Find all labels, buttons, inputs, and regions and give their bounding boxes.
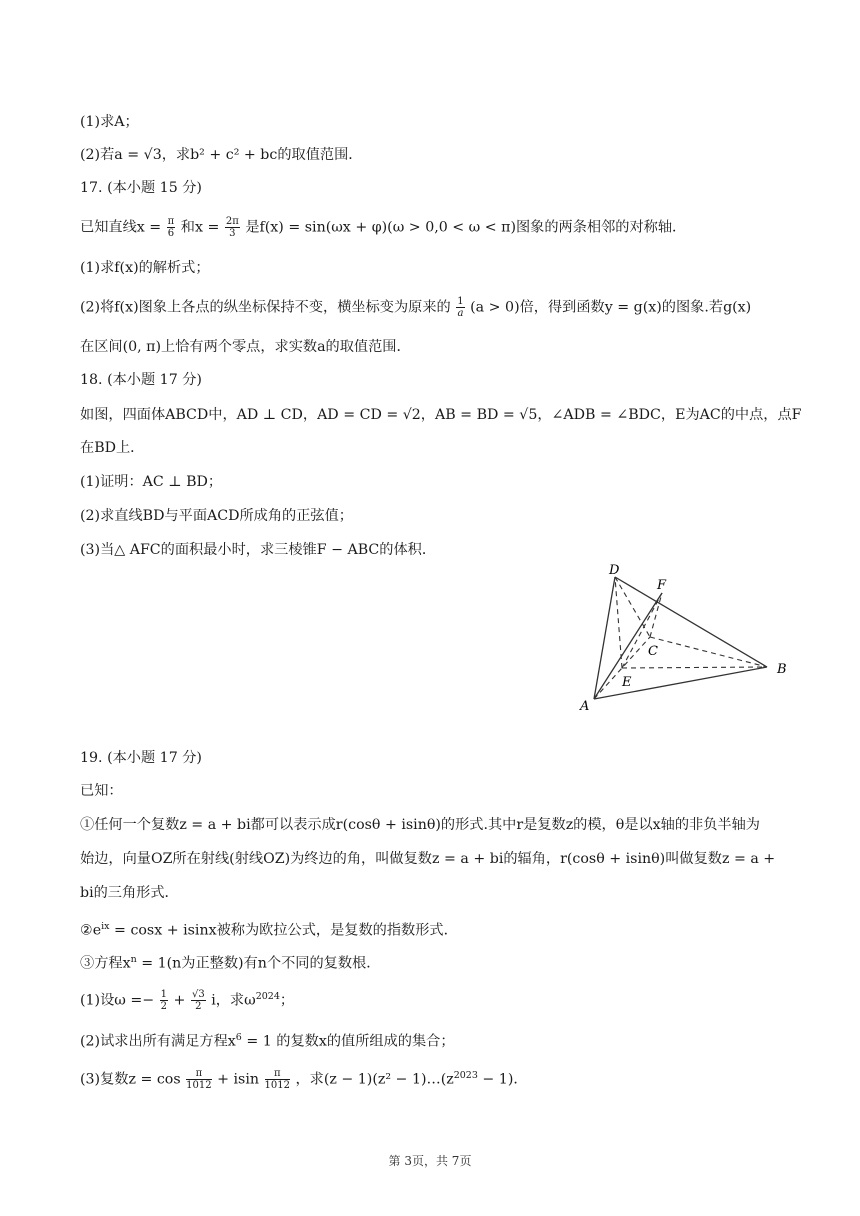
q17-heading: 17. (本小题 15 分) bbox=[80, 180, 202, 196]
q19-part1: (1)设ω =− $\frac{1}{2}$ + $\frac{√3}{2}$ i，求$\omega^{2024}$； bbox=[80, 989, 295, 1013]
label-b: B bbox=[777, 662, 787, 677]
q18-statement-cont: 在BD上． bbox=[80, 440, 145, 456]
q18-statement: 如图，四面体ABCD中，AD ⊥ CD，AD = CD = √2，AB = BD = √5，∠ADB = ∠BDC，E为AC的中点，点F bbox=[80, 407, 802, 423]
q17-statement: 已知直线x = $\frac{\pi}{6}$ 和x = $\frac{2\pi}{3}$ 是f(x) = sin(ωx + φ)(ω > 0,0 < ω < π)图象的两条相邻的对称轴． bbox=[80, 216, 687, 239]
label-e: E bbox=[622, 675, 632, 690]
q19-fact1-end: bi的三角形式． bbox=[80, 885, 179, 901]
q19-fact3: ③方程$x^n = 1(n$为正整数)有n个不同的复数根． bbox=[80, 954, 381, 972]
q16-part2: (2)若a = √3，求b² + c² + bc的取值范围． bbox=[80, 147, 363, 163]
q18-heading: 18. (本小题 17 分) bbox=[80, 372, 202, 388]
page-footer: 第 3页，共 7页 bbox=[388, 1154, 472, 1168]
q19-fact1: ①任何一个复数z = a + bi都可以表示成r(cosθ + isinθ)的形式.其中r是复数z的模，θ是以x轴的非负半轴为 bbox=[80, 817, 760, 833]
q19-part3: (3)复数z = cos $\frac{\pi}{1012}$ + isin $\frac{\pi}{1012}$ ，求$(z - 1)(z^2 - 1)\dots(z^{2023} - 1)$． bbox=[80, 1068, 528, 1092]
label-c: C bbox=[648, 644, 658, 659]
q17-part2: (2)将f(x)图象上各点的纵坐标保持不变，横坐标变为原来的 $\frac{1}{a}$ (a > 0)倍，得到函数y = g(x)的图象.若g(x) bbox=[80, 296, 752, 319]
q17-part1: (1)求f(x)的解析式； bbox=[80, 260, 210, 276]
q18-part2: (2)求直线BD与平面ACD所成角的正弦值； bbox=[80, 508, 353, 524]
tetrahedron-figure bbox=[570, 560, 800, 720]
q19-heading: 19. (本小题 17 分) bbox=[80, 750, 202, 766]
q17-part2-cont: 在区间(0, π)上恰有两个零点，求实数a的取值范围． bbox=[80, 339, 411, 355]
q18-part3: (3)当△ AFC的面积最小时，求三棱锥F − ABC的体积． bbox=[80, 542, 437, 558]
q16-part1: (1)求A； bbox=[80, 114, 139, 130]
q19-given: 已知： bbox=[80, 783, 123, 799]
q19-fact1-cont: 始边，向量OZ所在射线(射线OZ)为终边的角，叫做复数z = a + bi的辐角，r(cosθ + isinθ)叫做复数z = a + bbox=[80, 851, 776, 867]
q19-part2: (2)试求出所有满足方程$x^6 = 1$ 的复数x的值所组成的集合； bbox=[80, 1032, 455, 1050]
label-a: A bbox=[580, 699, 590, 714]
q18-part1: (1)证明：AC ⊥ BD； bbox=[80, 474, 223, 490]
label-f: F bbox=[657, 578, 667, 593]
q19-fact2: $②e^{ix} = \cos x + isinx$被称为欧拉公式，是复数的指数形式． bbox=[80, 921, 458, 939]
label-d: D bbox=[609, 563, 620, 578]
